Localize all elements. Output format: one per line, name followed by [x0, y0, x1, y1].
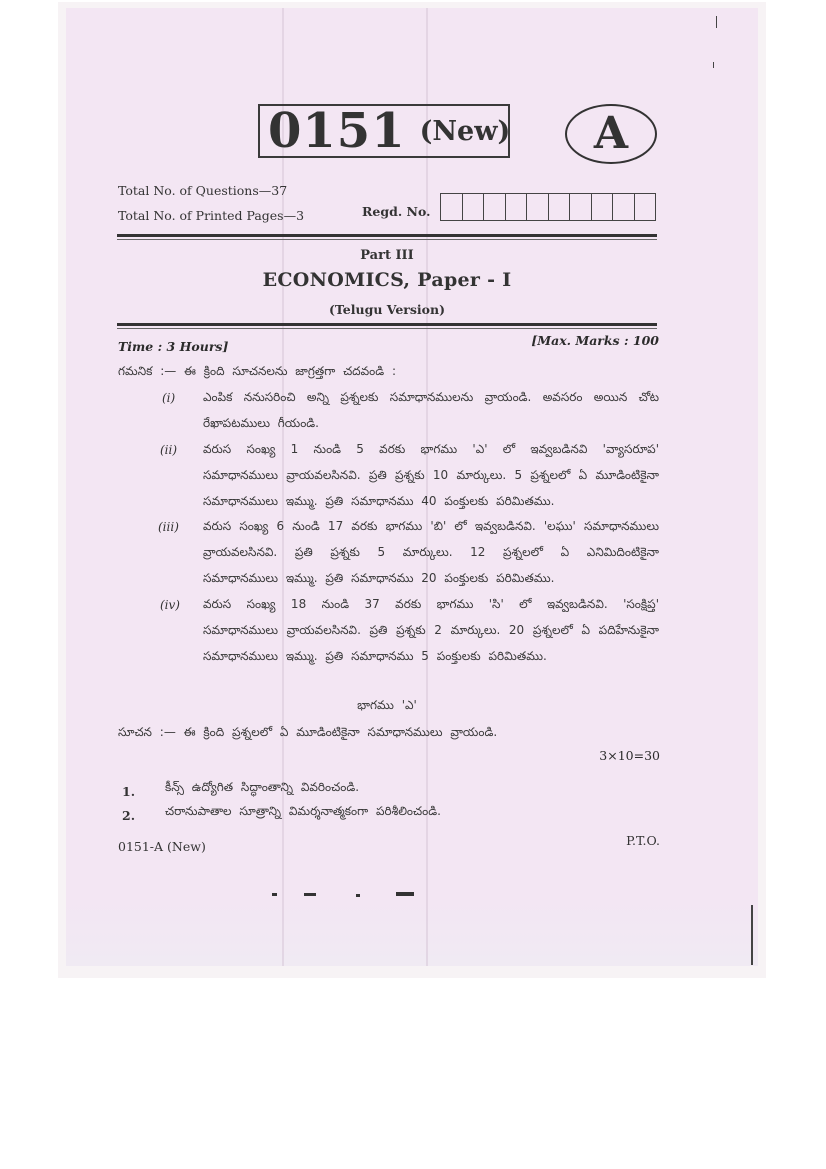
title-divider-thin: [117, 328, 657, 329]
regd-digit-box[interactable]: [570, 194, 592, 220]
header-divider: [117, 234, 657, 237]
total-printed-pages: Total No. of Printed Pages—3: [118, 208, 305, 223]
regd-digit-box[interactable]: [592, 194, 614, 220]
instruction-label: (iv): [160, 598, 180, 612]
instructions-heading: గమనిక :— ఈ క్రింది సూచనలను జాగ్రత్తగా చదవండి :: [118, 364, 397, 378]
question-text: చరానుపాతాల సూత్రాన్ని విమర్శనాత్మకంగా పరిశీలించండి.: [165, 804, 441, 818]
sheet-bottom-shade: [66, 900, 758, 966]
scan-artifact-mark: [304, 893, 316, 896]
instruction-text: ఎంపిక ననుసరించి అన్ని ప్రశ్నలకు సమాధానములను వ్రాయండి. అవసరం అయిన చోట రేఖాపటములు గీయండి.: [203, 390, 659, 430]
header-divider-thin: [117, 239, 657, 240]
instruction-text: వరుస సంఖ్య 18 నుండి 37 వరకు భాగము 'సి' లో ఇవ్వబడినవి. 'సంక్షిప్త' సమాధానములు వ్రాయవలసినవి. ప్రతి ప్రశ్నకు 2 మార్కులు. 20 ప్రశ్నలలో ఏ పదిహేనుకైనా సమాధానములు ఇమ్ము. ప్రతి సమాధానము 5 పంక్తులకు పరిమితము.: [203, 597, 659, 663]
scan-edge-line: [751, 905, 753, 965]
set-letter-oval: [565, 104, 657, 164]
please-turn-over: P.T.O.: [626, 833, 660, 848]
paper-code-suffix: (New): [419, 115, 511, 147]
section-a-marks: 3×10=30: [599, 748, 660, 763]
paper-code-box: [258, 104, 510, 158]
title-divider: [117, 323, 657, 326]
instruction-label: (i): [162, 391, 176, 405]
regd-digit-box[interactable]: [506, 194, 528, 220]
instruction-text: వరుస సంఖ్య 6 నుండి 17 వరకు భాగము 'బి' లో ఇవ్వబడినవి. 'లఘు' సమాధానములు వ్రాయవలసినవి. ప్రతి ప్రశ్నకు 5 మార్కులు. 12 ప్రశ్నలలో ఏ ఎనిమిదింటికైనా సమాధానములు ఇమ్ము. ప్రతి సమాధానము 20 పంక్తులకు పరిమితము.: [203, 519, 659, 585]
instruction-text: వరుస సంఖ్య 1 నుండి 5 వరకు భాగము 'ఎ' లో ఇవ్వబడినవి 'వ్యాసరూప' సమాధానములు వ్రాయవలసినవి. ప్రతి ప్రశ్నకు 10 మార్కులు. 5 ప్రశ్నలలో ఏ మూడింటికైనా సమాధానములు ఇమ్ము. ప్రతి సమాధానము 40 పంక్తులకు పరిమితము.: [203, 442, 659, 508]
question-number: 2.: [122, 808, 136, 823]
section-a-note: సూచన :— ఈ క్రింది ప్రశ్నలలో ఏ మూడింటికైనా సమాధానములు వ్రాయండి.: [118, 725, 498, 739]
scan-artifact-mark: [356, 894, 360, 897]
regd-no-label: Regd. No.: [362, 204, 431, 219]
question-number: 1.: [122, 784, 136, 799]
version-label: (Telugu Version): [329, 302, 445, 317]
max-marks: [Max. Marks : 100: [531, 333, 659, 348]
scan-artifact-mark: [396, 892, 414, 896]
regd-digit-box[interactable]: [549, 194, 571, 220]
regd-no-boxes[interactable]: [440, 193, 656, 221]
regd-digit-box[interactable]: [527, 194, 549, 220]
regd-digit-box[interactable]: [484, 194, 506, 220]
scan-artifact-mark: [713, 62, 714, 68]
scan-artifact-mark: [716, 16, 717, 28]
total-questions: Total No. of Questions—37: [118, 183, 288, 198]
question-text: కీన్స్ ఉద్యోగిత సిద్ధాంతాన్ని వివరించండి.: [165, 780, 360, 794]
instruction-label: (ii): [160, 443, 178, 457]
exam-duration: Time : 3 Hours]: [118, 339, 229, 354]
regd-digit-box[interactable]: [635, 194, 656, 220]
regd-digit-box[interactable]: [613, 194, 635, 220]
paper-code: 0151: [268, 103, 406, 159]
regd-digit-box[interactable]: [463, 194, 485, 220]
section-a-heading: భాగము 'ఎ': [357, 698, 417, 712]
part-label: Part III: [360, 248, 414, 263]
footer-paper-code: 0151-A (New): [118, 839, 206, 854]
regd-digit-box[interactable]: [441, 194, 463, 220]
subject-title: ECONOMICS, Paper - I: [262, 269, 512, 291]
instruction-label: (iii): [158, 520, 179, 534]
scan-artifact-mark: [272, 893, 277, 896]
set-letter: A: [593, 108, 629, 159]
